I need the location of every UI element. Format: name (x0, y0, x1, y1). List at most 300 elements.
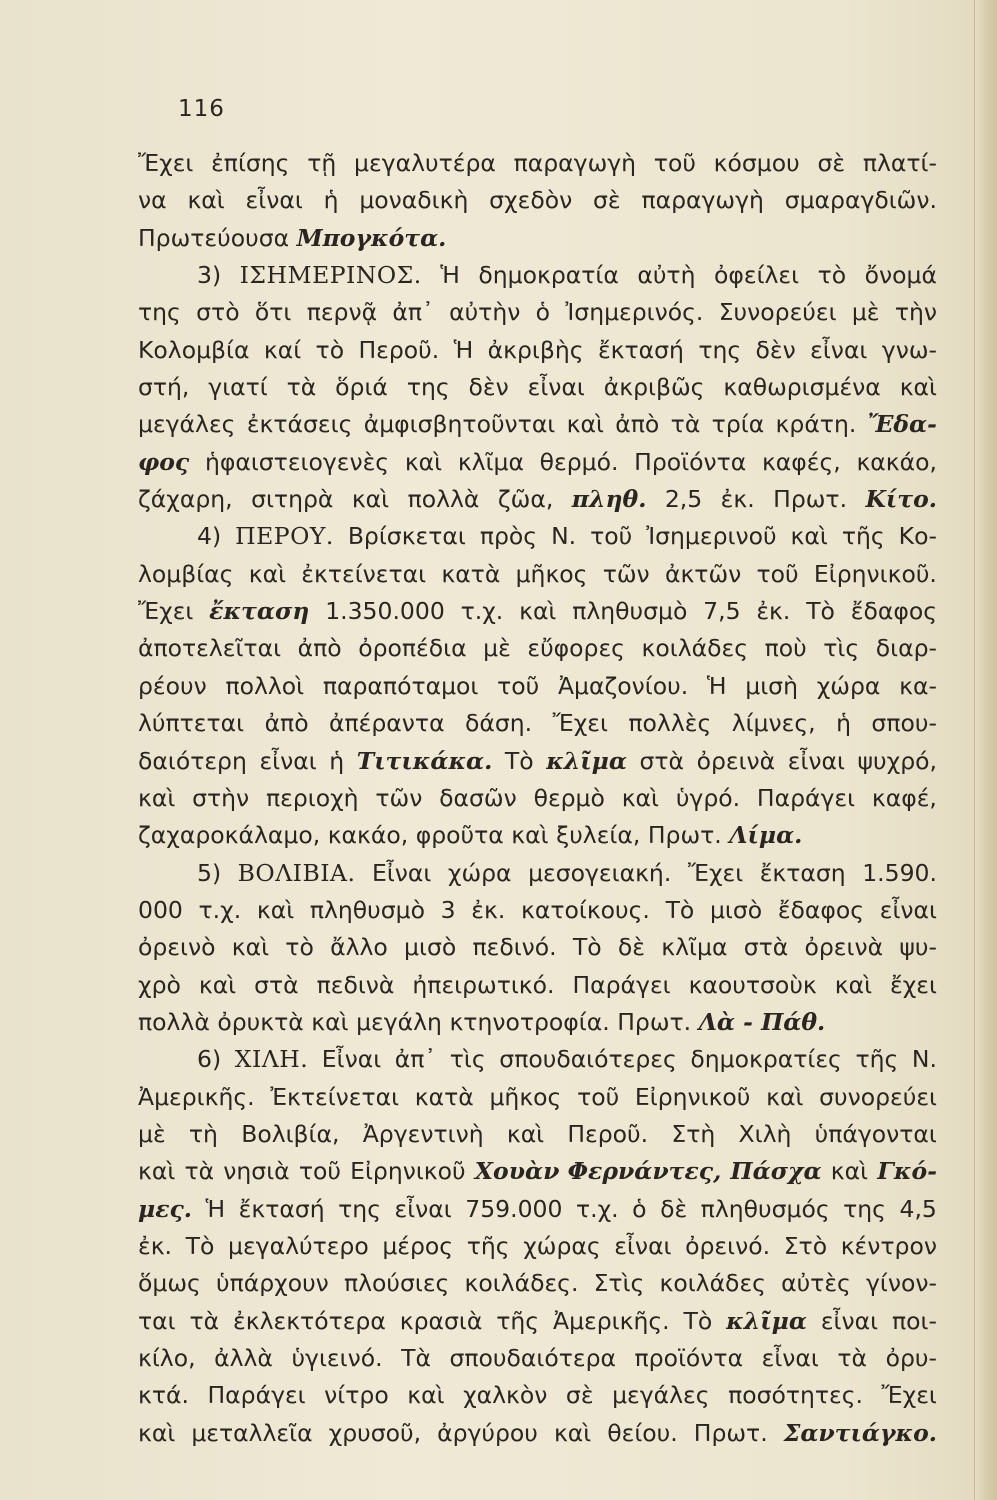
word: ὑγιεινό. (291, 1344, 383, 1372)
word: ἔκταση (209, 597, 310, 626)
word: σμαραγδιῶν. (784, 186, 937, 215)
word: 4) (197, 522, 222, 551)
word: ἐκτείνεται (301, 559, 427, 588)
word: ΙΣΗΜΕΡΙΝΟΣ. (239, 261, 422, 290)
text-line (138, 859, 937, 896)
word: στὴν (192, 783, 250, 812)
word: καὶ (248, 559, 287, 588)
word: πολλὰ (407, 485, 480, 514)
text-line (138, 1120, 937, 1157)
word: εἶναι (614, 1231, 672, 1260)
word: κίλο, (138, 1344, 196, 1372)
word: Εἰρηνικοῦ (634, 1082, 751, 1111)
word: ζάχαρη, (138, 485, 233, 514)
word: κακάο, (856, 447, 937, 476)
word: Πάσχα (730, 1157, 822, 1186)
word: κράτη. (775, 410, 857, 439)
word: περνᾷ (306, 298, 378, 327)
word: σιτηρὰ (251, 485, 334, 514)
word: Παράγει (756, 783, 856, 812)
word: εἶναι (259, 746, 317, 775)
word: γίνον- (865, 1269, 937, 1298)
word: καὶ (231, 933, 270, 962)
word: Τὰ (401, 1344, 431, 1372)
word: σὲ (593, 186, 621, 215)
word: χώρα (816, 671, 881, 700)
text-line (138, 1157, 937, 1194)
word: τὸ (285, 933, 314, 962)
word: σὲ (817, 149, 846, 177)
word: ὀρυ- (885, 1344, 937, 1372)
word: ὄνομά (864, 261, 937, 290)
word: τὴ (188, 1119, 218, 1148)
word: γιατί (208, 373, 268, 402)
word: κλῖμα (726, 1306, 807, 1335)
page-edge (974, 0, 997, 1500)
word: Βολιβία, (241, 1119, 340, 1148)
word: Πρωτ. (693, 1418, 768, 1447)
word: ὀφείλει (713, 261, 800, 290)
text-line (138, 747, 937, 784)
word: της (338, 1194, 381, 1223)
word: ποὺ (764, 634, 807, 663)
text-line (138, 821, 937, 858)
word: ὅμως (138, 1269, 201, 1298)
word: Ἀμερικῆς. (553, 1306, 670, 1335)
word: καὶ (506, 1119, 545, 1148)
word: ζαχαροκάλαμο, (138, 821, 321, 850)
word: κόσμου (713, 149, 800, 177)
word: της (138, 298, 181, 327)
word: ἄλλο (330, 933, 388, 962)
word: ἐπίσης (211, 149, 290, 177)
word: ὁ (632, 1194, 647, 1223)
word: ποσότητες. (728, 1381, 864, 1410)
word: χαλκὸν (463, 1381, 548, 1410)
word: Χιλὴ (738, 1119, 792, 1148)
word: πεδινὰ (316, 970, 395, 999)
text-line (138, 485, 937, 522)
word: ἔκτασή (597, 335, 684, 364)
text-line (138, 1045, 937, 1082)
word: ΧΙΛΗ. (234, 1045, 309, 1074)
word: ψυχρό, (857, 746, 937, 775)
word: στὸ (196, 298, 240, 327)
word: Τὸ (665, 895, 695, 924)
word: μοναδικὴ (359, 186, 469, 215)
word: θερμό. (539, 447, 619, 476)
word: ποι- (891, 1306, 937, 1335)
word: Ἡ (706, 671, 727, 700)
word: κέντρον (840, 1231, 937, 1260)
word: χώρας (523, 1231, 601, 1260)
word: τὰ (286, 373, 317, 402)
word: τὰ (837, 1344, 868, 1372)
word: καὶ (511, 821, 549, 850)
text-line (138, 336, 937, 373)
text-line (138, 224, 937, 261)
word: λίμνες, (731, 709, 816, 738)
word: εἶναι (879, 895, 937, 924)
word: Ἀργεντινὴ (362, 1119, 484, 1148)
word: Συνορεύει (718, 298, 837, 327)
word: μεγάλες (138, 410, 236, 439)
word: ἀπὸ (615, 410, 660, 439)
word: μεταλλεῖα (191, 1418, 313, 1447)
word: στὰ (254, 970, 299, 999)
word: στή, (138, 373, 190, 402)
text-line (138, 1381, 937, 1418)
word: ἀπ᾽ (394, 1045, 437, 1074)
word: διαρ- (875, 634, 937, 663)
word: τ.χ. (460, 597, 504, 626)
word: μεσογειακή. (528, 858, 672, 887)
word: πληθυσμός (700, 1194, 830, 1223)
word: καὶ (138, 1157, 176, 1186)
word: τὴν (894, 298, 937, 327)
word: ψυ- (899, 933, 937, 962)
word: δὲ (660, 1194, 688, 1223)
text-line (138, 149, 937, 186)
word: ὀρεινό. (685, 1231, 771, 1260)
word: μες. (138, 1194, 192, 1223)
word: ἀργύρου (437, 1418, 538, 1447)
word: Λίμα. (729, 821, 803, 850)
word: σὲ (565, 1381, 594, 1410)
word: 000 (138, 895, 183, 924)
word: θείου. (607, 1418, 678, 1447)
word: τῆς (496, 1306, 540, 1335)
word: καφές, (761, 447, 841, 476)
word: παραπόταμοι (322, 671, 479, 700)
word: κρασιὰ (399, 1306, 483, 1335)
word: Τὸ (683, 1306, 713, 1335)
word: ἡ (323, 186, 339, 215)
word: σπουδαιότερα (449, 1344, 616, 1372)
word: ἀλλὰ (214, 1344, 273, 1372)
word: πολλὰ (138, 1007, 210, 1036)
word: στὰ (639, 746, 685, 775)
word: δὲν (468, 373, 509, 402)
text-line (138, 373, 937, 410)
word: Χουὰν Φερνάντες, (474, 1157, 722, 1186)
text-line (138, 186, 937, 223)
word: περιοχὴ (266, 783, 359, 812)
word: κοιλάδες. (464, 1269, 579, 1298)
word: καὶ (519, 597, 557, 626)
word: ἐκ. (471, 895, 506, 924)
word: τοῦ (590, 522, 633, 551)
word: τὰ (189, 1306, 220, 1335)
word: νίτρο (324, 1381, 389, 1410)
word: Ἔχει (552, 709, 608, 738)
text-line (138, 261, 937, 298)
word: μισὸ (709, 895, 763, 924)
word: ὁ (535, 298, 551, 327)
word: τὶς (449, 1045, 486, 1074)
word: Περοῦ. (567, 1119, 649, 1148)
word: να (138, 186, 167, 215)
word: ἀκτῶν (664, 559, 742, 588)
word: της (406, 373, 450, 402)
word: τοῦ (577, 1082, 620, 1111)
word: κλῖμα (661, 933, 728, 962)
word: Περοῦ. (358, 335, 440, 364)
text-line (138, 1419, 937, 1456)
word: κακάο, (327, 821, 409, 850)
word: Εἶναι (371, 858, 432, 887)
word: Ἰσημερινός. (565, 298, 704, 327)
word: αὐτὴν (449, 298, 521, 327)
word: δασῶν (439, 783, 517, 812)
word: Πρωτεύουσα (138, 223, 290, 252)
word: Ἐκτείνεται (270, 1082, 400, 1111)
text-line (138, 634, 937, 671)
word: Τὸ (806, 597, 835, 626)
word: τὰ (670, 410, 701, 439)
word: μὲ (483, 634, 511, 663)
word: ἐκτάσεις (246, 410, 353, 439)
word: Εἰρηνικοῦ. (813, 559, 937, 588)
word: αὐτὴ (637, 261, 696, 290)
word: συνορεύει (819, 1082, 937, 1111)
word: 3) (197, 261, 222, 290)
word: καὶ (404, 447, 443, 476)
word: καί (263, 335, 302, 364)
word: ἐκ. (138, 1231, 173, 1260)
word: Λὰ - Πάθ. (698, 1007, 826, 1036)
word: καὶ (899, 373, 937, 402)
word: τρία (711, 410, 765, 439)
word: πολλὲς (628, 709, 712, 738)
word: ἡ (836, 709, 851, 738)
word: 6) (197, 1045, 222, 1074)
word: καὶ (138, 1418, 176, 1447)
word: Ἔχει (138, 149, 194, 177)
word: Ἀμαζονίου. (557, 671, 689, 700)
text-line (138, 933, 937, 970)
word: μισὴ (745, 671, 798, 700)
word: πλατί- (862, 149, 937, 177)
word: Ἔχει (687, 858, 744, 887)
word: παραγωγὴ (641, 186, 764, 215)
word: τοῦ (653, 149, 696, 177)
word: ἀκριβῶς (603, 373, 705, 402)
word: Ἀμερικῆς. (138, 1082, 255, 1111)
word: ἀπέραντα (329, 709, 445, 738)
word: δημοκρατία (478, 261, 619, 290)
word: Ἔδα- (867, 410, 937, 439)
word: 4,5 (899, 1194, 937, 1223)
word: τὸ (817, 261, 847, 290)
word: ΒΟΛΙΒΙΑ. (237, 858, 356, 887)
word: ὑπάγονται (814, 1119, 937, 1148)
word: πεδινό. (472, 933, 557, 962)
word: ρέουν (138, 671, 207, 700)
word: εἶναι (761, 1344, 819, 1372)
word: Κολομβία (138, 335, 250, 364)
text-line (138, 1195, 937, 1232)
word: μεγάλη (356, 1007, 442, 1036)
word: ξυλεία, (556, 821, 641, 850)
text-line (138, 560, 937, 597)
word: καὶ (621, 783, 659, 812)
word: καὶ (566, 410, 604, 439)
word: καὶ (256, 895, 295, 924)
word: μέρος (382, 1231, 454, 1260)
word: κοιλάδες (641, 634, 748, 663)
word: μῆκος (489, 1082, 562, 1111)
text-line (138, 410, 937, 447)
word: ὀρυκτὰ (217, 1007, 304, 1036)
word: ὀροπέδια (358, 634, 467, 663)
word: τ.χ. (575, 1194, 619, 1223)
word: καὶ (834, 970, 873, 999)
word: εἶναι (810, 335, 868, 364)
word: Ἡ (440, 261, 460, 290)
word: μὲ (851, 298, 880, 327)
word: στὰ (743, 933, 789, 962)
word: Στὸ (783, 1231, 828, 1260)
text-line (138, 971, 937, 1008)
word: τῶν (602, 559, 650, 588)
word: τὶς (823, 634, 860, 663)
word: κα- (899, 671, 937, 700)
word: καὶ (790, 522, 828, 551)
word: 2,5 (664, 485, 703, 514)
word: δαιότερη (138, 746, 247, 775)
word: καὶ (138, 783, 176, 812)
word: ὀρεινὰ (804, 933, 884, 962)
word: δάση. (465, 709, 533, 738)
word: τῆς (466, 1231, 510, 1260)
word: καὶ (553, 1418, 592, 1447)
word: Τὸ (185, 1231, 215, 1260)
word: ὑγρό. (675, 783, 741, 812)
word: μὲ (138, 1119, 166, 1148)
word: εἶναι (527, 373, 585, 402)
word: Τιτικάκα. (356, 746, 493, 775)
word: της (843, 1194, 886, 1223)
word: ΠΕΡΟΥ. (235, 522, 334, 551)
word: κατὰ (414, 1082, 474, 1111)
word: πρὸς (479, 522, 538, 551)
word: τῆς (855, 1045, 899, 1074)
word: καφέ, (871, 783, 937, 812)
word: ἐκ. (756, 597, 791, 626)
word: Ἔχει (881, 1381, 937, 1410)
word: 7,5 (703, 597, 741, 626)
word: Πρωτ. (647, 821, 722, 850)
word: καὶ (198, 970, 237, 999)
word: τῇ (307, 149, 337, 177)
word: Ἔχει (138, 597, 194, 626)
word: εἶναι (245, 186, 303, 215)
word: πλούσιες (343, 1269, 450, 1298)
word: λομβίας (138, 559, 234, 588)
word: Βρίσκεται (347, 522, 466, 551)
word: γνω- (881, 335, 937, 364)
word: τῶν (375, 783, 423, 812)
word: τοῦ (497, 671, 540, 700)
word: Ν. (551, 522, 577, 551)
word: ἔχει (890, 970, 937, 999)
word: της (698, 335, 742, 364)
word: εἶναι (394, 1194, 452, 1223)
word: κτά. (138, 1381, 189, 1410)
text-line (138, 1008, 937, 1045)
text-line (138, 709, 937, 746)
word: καὶ (351, 485, 390, 514)
word: καουτσοὺκ (688, 970, 817, 999)
word: τοῦ (298, 1157, 341, 1186)
word: φος (138, 447, 190, 476)
word: Ἡ (453, 335, 474, 364)
word: σπου- (871, 709, 937, 738)
word: προϊόντα (634, 1344, 744, 1372)
text-line (138, 597, 937, 634)
word: 1.590. (862, 858, 937, 887)
word: ἔκταση (759, 858, 846, 887)
word: Μπογκότα. (296, 223, 447, 252)
word: Ἡ (205, 1194, 226, 1223)
word: Πρωτ. (773, 485, 848, 514)
text-line (138, 672, 937, 709)
word: εἶναι (787, 746, 845, 775)
word: Πρωτ. (617, 1007, 692, 1036)
word: χρυσοῦ, (328, 1418, 422, 1447)
word: τὰ (184, 1157, 215, 1186)
text-line (138, 1232, 937, 1269)
word: σπουδαιότερες (499, 1045, 677, 1074)
word: ἐκλεκτότερα (233, 1306, 386, 1335)
text-line (138, 522, 937, 559)
word: δημοκρατίες (690, 1045, 842, 1074)
word: χώρα (447, 858, 512, 887)
word: τῆς (841, 522, 885, 551)
word: κατοίκους. (521, 895, 650, 924)
word: ἡφαιστειογενὲς (204, 447, 390, 476)
word: Κο- (898, 522, 937, 551)
word: μισὸ (404, 933, 457, 962)
word: Στὶς (593, 1269, 645, 1298)
word: Κίτο. (865, 485, 937, 514)
word: καὶ (830, 1157, 869, 1186)
word: Ἰσημερινοῦ (646, 522, 777, 551)
word: 5) (197, 858, 222, 887)
word: Ν. (911, 1045, 937, 1074)
word: τοῦ (756, 559, 799, 588)
text-line (138, 896, 937, 933)
word: ἀκριβὴς (487, 335, 584, 364)
word: καθωρισμένα (723, 373, 881, 402)
word: ὅτι (254, 298, 292, 327)
body-text (138, 149, 937, 1456)
word: ἀποτελεῖται (138, 634, 282, 663)
word: πολλοὶ (225, 671, 305, 700)
word: 1.350.000 (325, 597, 445, 626)
word: πληθυσμὸ (309, 895, 425, 924)
word: πληθυσμὸ (572, 597, 688, 626)
word: καὶ (407, 1381, 445, 1410)
word: Τὸ (504, 746, 534, 775)
word: μῆκος (515, 559, 588, 588)
word: κτηνοτροφία. (449, 1007, 610, 1036)
word: ἔδαφος (777, 895, 865, 924)
word: 759.000 (465, 1194, 563, 1223)
page-number: 116 (178, 96, 225, 122)
word: ἡ (329, 746, 345, 775)
